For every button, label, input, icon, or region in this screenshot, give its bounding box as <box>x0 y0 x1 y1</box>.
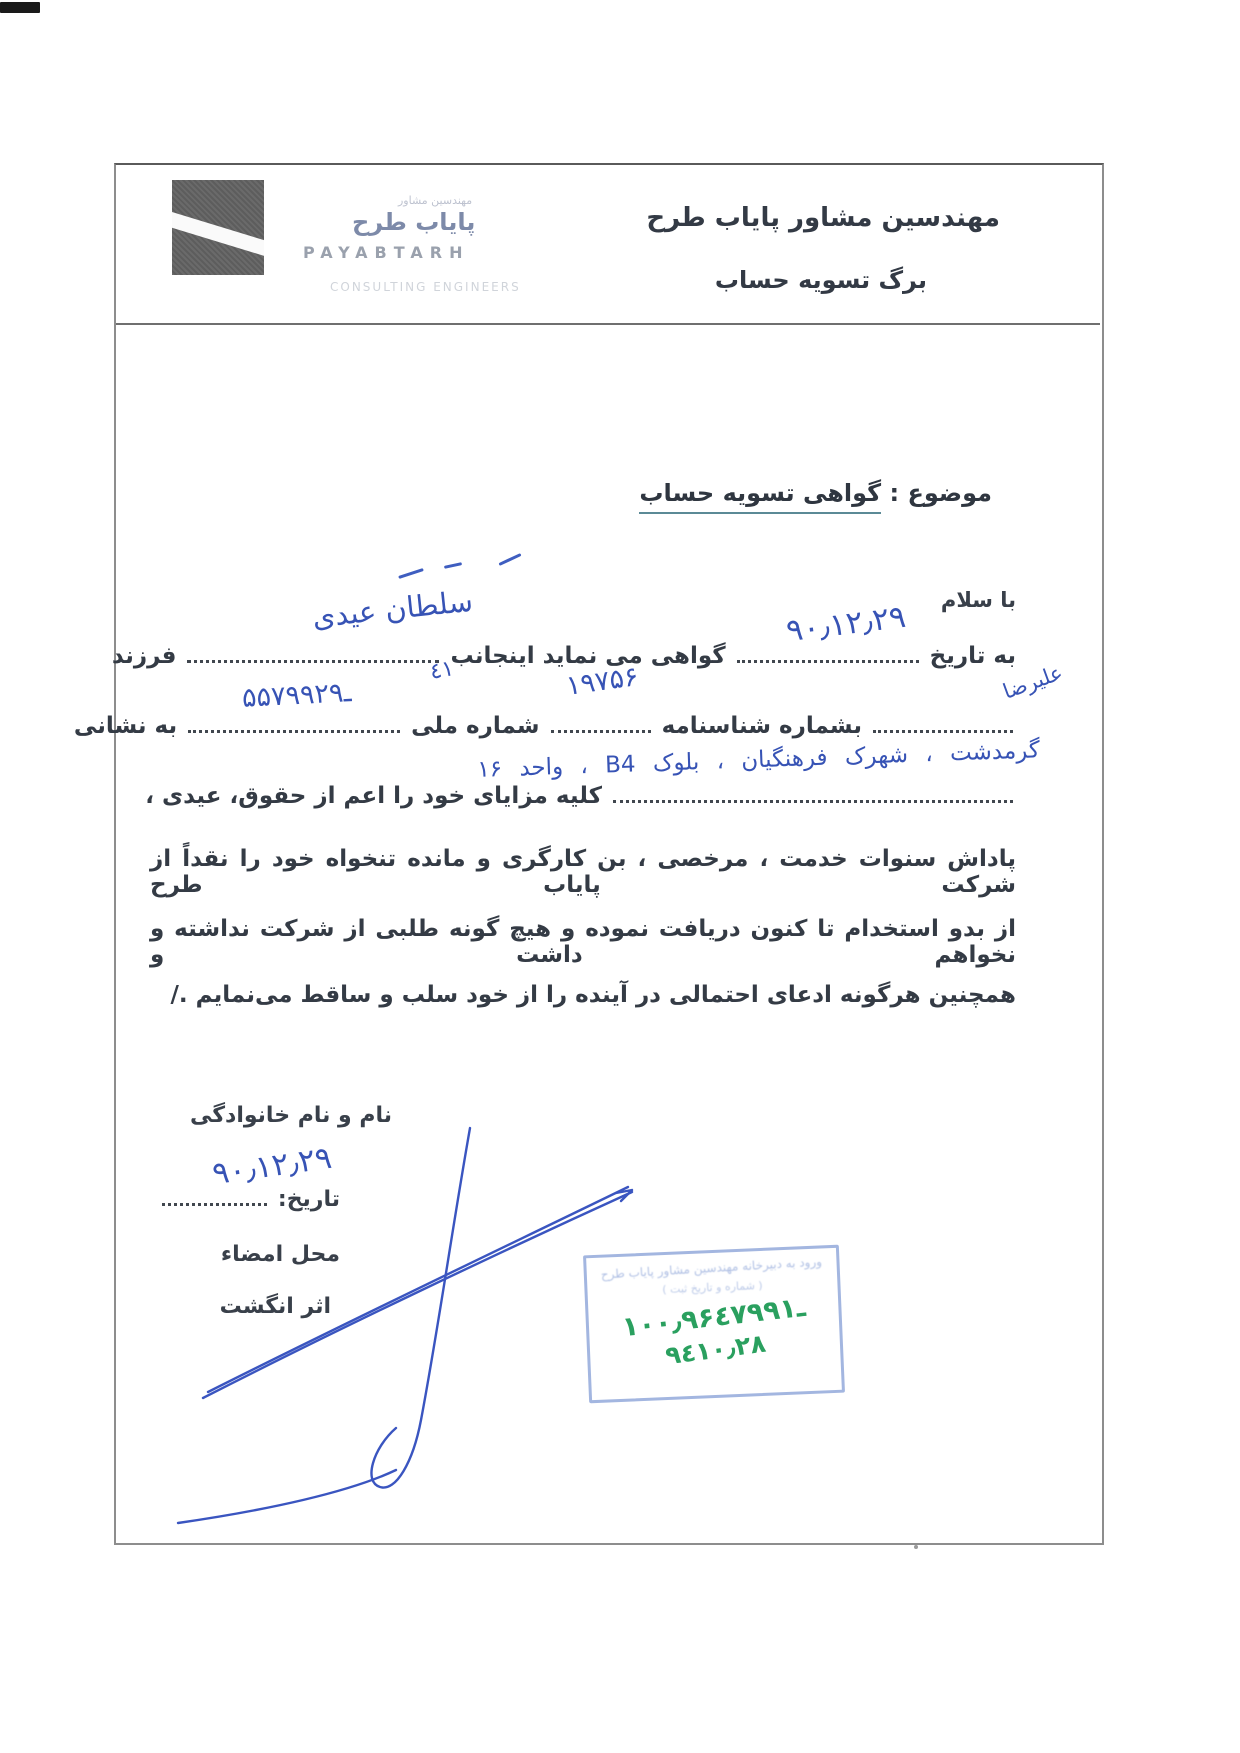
logo-persian-name: پایاب طرح <box>352 208 476 236</box>
body-line-4: پاداش سنوات خدمت ، مرخصی ، بن کارگری و مانده تنخواه خود را نقداً از شرکت پایاب طرح <box>150 846 1016 898</box>
footer-date-row <box>159 1180 340 1212</box>
header-divider <box>116 323 1100 325</box>
body-line-6: همچنین هرگونه ادعای احتمالی در آینده را از خود سلب و ساقط می‌نمایم ./ <box>170 982 1016 1008</box>
company-logo-icon <box>172 180 264 275</box>
body-line-3 <box>145 776 1016 810</box>
scan-artifact <box>0 2 40 13</box>
company-name: مهندسین مشاور پایاب طرح <box>646 203 1000 233</box>
handwritten-date-inline: ۹۰٫۱۲٫۲۹ <box>784 598 908 650</box>
dotted-field-father <box>873 706 1013 733</box>
handwritten-address: گرمدشت ، شهرک فرهنگیان ، بلوک B4 ، واحد ۱۶ <box>476 737 1041 783</box>
dotted-field-name <box>187 636 439 663</box>
body-line-1 <box>111 636 1016 670</box>
salutation: با سلام <box>940 588 1016 612</box>
stamp-header-text: ورود به دبیرخانه مهندسین مشاور پایاب طرح <box>600 1254 823 1282</box>
logo-persian-small: مهندسین مشاور <box>398 194 473 207</box>
line2-part2: شماره ملی <box>411 713 540 740</box>
logo-stripe <box>172 210 264 261</box>
dotted-field-address <box>613 776 1013 803</box>
logo-latin-name: PAYABTARH <box>303 243 470 262</box>
subject-value: گواهی تسویه حساب <box>639 479 881 514</box>
date-label: تاریخ: <box>277 1187 340 1213</box>
line3-part1: کلیه مزایای خود را اعم از حقوق، عیدی ، <box>145 783 602 810</box>
fingerprint-label: اثر انگشت <box>219 1294 331 1319</box>
handwritten-footer-date: ۹۰٫۱۲٫۲۹ <box>210 1139 334 1193</box>
body-line-5: از بدو استخدام تا کنون دریافت نموده و هیچ گونه طلبی از شرکت نداشته و نخواهم داشت و <box>150 916 1016 968</box>
signature-place-label: محل امضاء <box>220 1242 340 1267</box>
line2-part3: به نشانی <box>73 713 178 740</box>
dotted-field-id <box>551 706 651 733</box>
subject-line <box>639 479 992 507</box>
subject-label: موضوع : <box>889 479 992 507</box>
line1-part3: فرزند <box>111 643 177 670</box>
handwritten-national-id: ـ۵۵۷۹۹۲۹ <box>241 677 353 714</box>
registry-stamp <box>583 1245 845 1404</box>
name-surname-label: نام و نام خانوادگی <box>190 1103 392 1128</box>
scan-dot-artifact <box>914 1545 918 1549</box>
stamp-date: ۹٤۱۰٫۲۸ <box>663 1328 767 1371</box>
handwritten-employee-name: سلطان عیدی <box>310 583 475 635</box>
line1-part2: گواهی می نماید اینجانب <box>450 643 726 670</box>
handwritten-father-name: علیرضا <box>999 660 1066 704</box>
stamp-number: ۱۰۰٫۹۶ـ٤۷۹۹۱ <box>620 1291 807 1344</box>
line1-part1: به تاریخ <box>929 643 1016 670</box>
form-title: برگ تسویه حساب <box>714 266 927 294</box>
handwritten-national-id-extra: ٤١ <box>428 656 456 685</box>
line2-part1: بشماره شناسنامه <box>661 713 862 740</box>
dotted-field-footer-date <box>162 1180 267 1206</box>
logo-latin-subtitle: CONSULTING ENGINEERS <box>330 280 521 294</box>
stamp-subheader-text: ( شماره و تاریخ ثبت ) <box>662 1278 763 1297</box>
handwritten-id-number: ۱۹۷۵۶ <box>564 661 641 702</box>
